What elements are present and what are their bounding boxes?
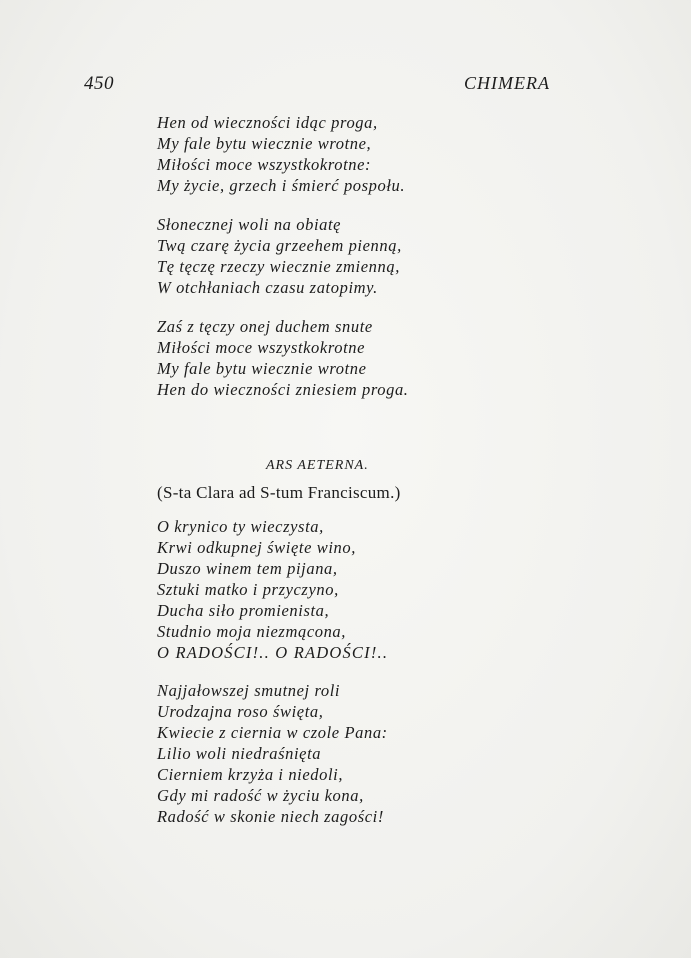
- verse-line: Miłości moce wszystkokrotne: [157, 338, 366, 357]
- verse-line: Tę tęczę rzeczy wiecznie zmienną,: [157, 257, 400, 276]
- stanza-1: [157, 112, 405, 196]
- verse-line: Zaś z tęczy onej duchem snute: [157, 317, 373, 336]
- verse-line: Studnio moja niezmącona,: [157, 622, 347, 641]
- page-number: 450: [84, 73, 114, 94]
- verse-line: My fale bytu wiecznie wrotne: [157, 359, 367, 378]
- verse-line: Radość w skonie niech zagości!: [157, 807, 384, 826]
- verse-line: Urodzajna roso święta,: [157, 702, 324, 721]
- stanza-4: [157, 516, 388, 663]
- stanza-5: [157, 680, 388, 827]
- verse-line: W otchłaniach czasu zatopimy.: [157, 278, 378, 297]
- verse-line-refrain: O RADOŚCI!.. O RADOŚCI!..: [157, 643, 389, 662]
- verse-line: My życie, grzech i śmierć pospołu.: [157, 176, 406, 195]
- verse-line: Najjałowszej smutnej roli: [157, 681, 341, 700]
- verse-line: Hen do wieczności zniesiem proga.: [157, 380, 409, 399]
- verse-line: Hen od wieczności idąc proga,: [157, 113, 378, 132]
- verse-line: Kwiecie z ciernia w czole Pana:: [157, 723, 388, 742]
- verse-line: Miłości moce wszystkokrotne:: [157, 155, 372, 174]
- verse-line: Sztuki matko i przyczyno,: [157, 580, 339, 599]
- verse-line: Cierniem krzyża i niedoli,: [157, 765, 344, 784]
- verse-line: Ducha siło promienista,: [157, 601, 330, 620]
- verse-line: Lilio woli niedraśnięta: [157, 744, 322, 763]
- section-subtitle: (S-ta Clara ad S-tum Franciscum.): [157, 483, 401, 502]
- running-title: CHIMERA: [464, 73, 550, 93]
- verse-line: Twą czarę życia grzeehem pienną,: [157, 236, 402, 255]
- verse-line: Gdy mi radość w życiu kona,: [157, 786, 364, 805]
- verse-line: Duszo winem tem pijana,: [157, 559, 338, 578]
- verse-line: My fale bytu wiecznie wrotne,: [157, 134, 372, 153]
- verse-line: Słonecznej woli na obiatę: [157, 215, 342, 234]
- verse-line: O krynico ty wieczysta,: [157, 517, 324, 536]
- stanza-3: [157, 316, 409, 400]
- stanza-2: [157, 214, 402, 298]
- section-title: ARS AETERNA.: [266, 458, 369, 473]
- verse-line: Krwi odkupnej święte wino,: [157, 538, 356, 557]
